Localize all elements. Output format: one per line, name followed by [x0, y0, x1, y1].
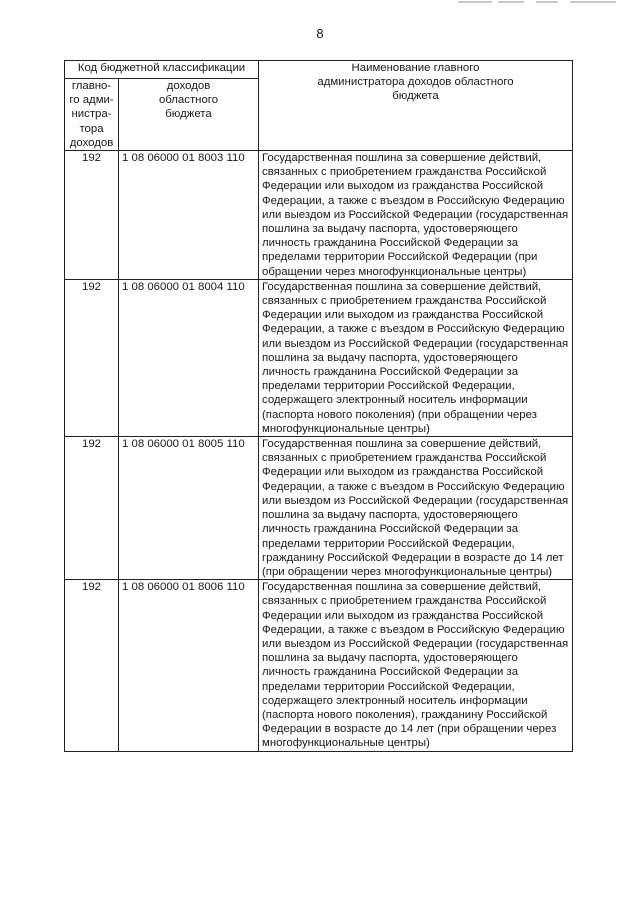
row-income-name: Государственная пошлина за совершение действий, связанных с приобретением гражданства Российской Федерации или выходом из гражданства Российской Федерации, а также с въездом в Российскую Федерацию или выездом из Российской Федерации (государственная пошлина за выдачу паспорта, удостоверяющего личность гражданина Российской Федерации за пределами территории Российской Федерации (при обращении через многофункциональные центры) [259, 151, 573, 280]
row-admin-code: 192 [65, 151, 119, 280]
table-row [65, 279, 573, 436]
header-budget-classification-code: Код бюджетной классификации [65, 61, 259, 79]
row-income-name: Государственная пошлина за совершение действий, связанных с приобретением гражданства Российской Федерации или выходом из гражданства Российской Федерации, а также с въездом в Российскую Федерацию или выездом из Российской Федерации (государственная пошлина за выдачу паспорта, удостоверяющего личность гражданина Российской Федерации за пределами территории Российской Федерации, гражданину Российской Федерации в возрасте до 14 лет (при обращении через многофункциональные центры) [259, 437, 573, 580]
row-admin-code: 192 [65, 437, 119, 580]
row-admin-code: 192 [65, 580, 119, 751]
header-administrator-name [259, 61, 573, 151]
table-row [65, 580, 573, 751]
scan-artifact [458, 0, 618, 6]
header-regional-budget-income [119, 79, 259, 151]
page-number: 8 [316, 26, 324, 41]
header-administrator-name-text: Наименование главного администратора доходов областного бюджета [317, 62, 514, 103]
row-budget-code: 1 08 06000 01 8003 110 [119, 151, 259, 280]
budget-classification-table [64, 60, 573, 752]
table-row [65, 437, 573, 580]
table-header-row [65, 61, 573, 79]
row-income-name: Государственная пошлина за совершение действий, связанных с приобретением гражданства Российской Федерации или выходом из гражданства Российской Федерации, а также с въездом в Российскую Федерацию или выездом из Российской Федерации (государственная пошлина за выдачу паспорта, удостоверяющего личность гражданина Российской Федерации за пределами территории Российской Федерации, содержащего электронный носитель информации (паспорта нового поколения) (при обращении через многофункциональные центры) [259, 279, 573, 436]
table-row [65, 151, 573, 280]
row-income-name: Государственная пошлина за совершение действий, связанных с приобретением гражданства Российской Федерации или выходом из гражданства Российской Федерации, а также с въездом в Российскую Федерацию или выездом из Российской Федерации (государственная пошлина за выдачу паспорта, удостоверяющего личность гражданина Российской Федерации за пределами территории Российской Федерации, содержащего электронный носитель информации (паспорта нового поколения), гражданину Российской Федерации в возрасте до 14 лет (при обращении через многофункциональные центры) [259, 580, 573, 751]
header-regional-budget-income-text: доходов областного бюджета [158, 80, 219, 121]
row-budget-code: 1 08 06000 01 8004 110 [119, 279, 259, 436]
row-admin-code: 192 [65, 279, 119, 436]
row-budget-code: 1 08 06000 01 8006 110 [119, 580, 259, 751]
header-main-administrator: главно-го адми-нистра-тора доходов [65, 79, 119, 151]
row-budget-code: 1 08 06000 01 8005 110 [119, 437, 259, 580]
